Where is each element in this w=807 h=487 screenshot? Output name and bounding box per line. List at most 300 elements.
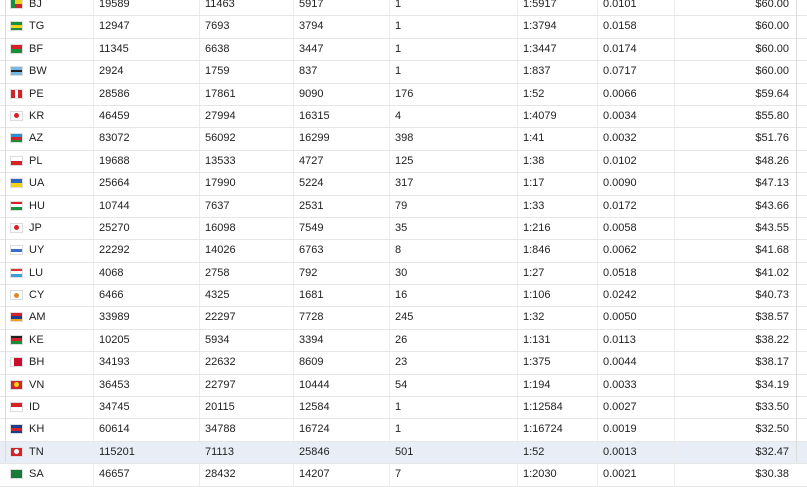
value-c: 7549 bbox=[299, 221, 324, 234]
value-d: 8 bbox=[395, 244, 402, 257]
total-value: 22292 bbox=[99, 244, 130, 257]
column-divider bbox=[93, 464, 94, 485]
ratio-value: 1:5917 bbox=[523, 0, 557, 10]
column-divider bbox=[674, 307, 675, 328]
column-divider bbox=[517, 196, 518, 217]
column-divider bbox=[93, 442, 94, 463]
table-row[interactable] bbox=[0, 397, 807, 419]
country-code: KE bbox=[29, 333, 44, 346]
table-row[interactable] bbox=[0, 307, 807, 329]
column-divider bbox=[597, 151, 598, 172]
value-b: 17990 bbox=[205, 177, 236, 190]
column-divider bbox=[93, 0, 94, 15]
ratio-value: 1:106 bbox=[523, 289, 551, 302]
column-divider bbox=[674, 196, 675, 217]
total-value: 115201 bbox=[99, 445, 135, 458]
value-b: 14026 bbox=[205, 244, 236, 257]
country-flag-icon bbox=[10, 111, 23, 121]
column-divider bbox=[389, 352, 390, 373]
column-divider bbox=[674, 173, 675, 194]
price-value: $60.00 bbox=[755, 0, 789, 10]
column-divider bbox=[199, 218, 200, 239]
country-code: BH bbox=[29, 356, 45, 369]
country-code: AM bbox=[29, 311, 46, 324]
column-divider bbox=[597, 285, 598, 306]
column-divider bbox=[93, 151, 94, 172]
table-row[interactable] bbox=[0, 464, 807, 486]
column-divider bbox=[597, 330, 598, 351]
country-flag-icon bbox=[10, 21, 23, 31]
value-c: 10444 bbox=[299, 378, 330, 391]
table-row[interactable] bbox=[0, 128, 807, 150]
total-value: 60614 bbox=[99, 423, 130, 436]
column-divider bbox=[389, 375, 390, 396]
country-flag-icon bbox=[10, 0, 23, 9]
column-divider bbox=[389, 128, 390, 149]
column-divider bbox=[517, 84, 518, 105]
column-divider bbox=[674, 218, 675, 239]
column-divider bbox=[199, 128, 200, 149]
country-flag-icon bbox=[10, 66, 23, 76]
column-divider bbox=[93, 397, 94, 418]
column-divider bbox=[293, 196, 294, 217]
price-value: $60.00 bbox=[755, 20, 789, 33]
value-d: 1 bbox=[395, 401, 402, 414]
rate-value: 0.0101 bbox=[603, 0, 637, 10]
value-d: 1 bbox=[395, 20, 402, 33]
value-d: 245 bbox=[395, 311, 414, 324]
column-divider bbox=[517, 442, 518, 463]
column-divider bbox=[674, 128, 675, 149]
column-divider bbox=[293, 39, 294, 60]
country-flag-icon bbox=[10, 335, 23, 345]
country-code: VN bbox=[29, 378, 45, 391]
column-divider bbox=[517, 240, 518, 261]
country-code: TG bbox=[29, 20, 45, 33]
column-divider bbox=[293, 352, 294, 373]
column-divider bbox=[93, 330, 94, 351]
column-divider bbox=[199, 39, 200, 60]
value-b: 4325 bbox=[205, 289, 230, 302]
value-b: 56092 bbox=[205, 132, 236, 145]
table-row[interactable] bbox=[0, 285, 807, 307]
column-divider bbox=[389, 196, 390, 217]
column-divider bbox=[93, 352, 94, 373]
price-value: $47.13 bbox=[755, 177, 789, 190]
rate-value: 0.0032 bbox=[603, 132, 637, 145]
column-divider bbox=[597, 397, 598, 418]
column-divider bbox=[293, 240, 294, 261]
column-divider bbox=[674, 106, 675, 127]
ratio-value: 1:4079 bbox=[523, 109, 557, 122]
column-divider bbox=[674, 61, 675, 82]
column-divider bbox=[674, 0, 675, 15]
total-value: 4068 bbox=[99, 266, 124, 279]
table-row[interactable] bbox=[0, 375, 807, 397]
price-value: $48.26 bbox=[755, 154, 789, 167]
price-value: $55.80 bbox=[755, 109, 789, 122]
rate-value: 0.0102 bbox=[603, 154, 637, 167]
country-code: UA bbox=[29, 177, 45, 190]
total-value: 46459 bbox=[99, 109, 130, 122]
column-divider bbox=[517, 61, 518, 82]
value-c: 6763 bbox=[299, 244, 324, 257]
column-divider bbox=[517, 173, 518, 194]
column-divider bbox=[389, 464, 390, 485]
country-code: KR bbox=[29, 109, 45, 122]
column-divider bbox=[389, 0, 390, 15]
value-d: 79 bbox=[395, 199, 408, 212]
value-c: 837 bbox=[299, 65, 318, 78]
column-divider bbox=[199, 307, 200, 328]
column-divider bbox=[199, 285, 200, 306]
country-flag-icon bbox=[10, 156, 23, 166]
rate-value: 0.0090 bbox=[603, 177, 637, 190]
country-code: TN bbox=[29, 445, 44, 458]
value-c: 792 bbox=[299, 266, 318, 279]
ratio-value: 1:32 bbox=[523, 311, 545, 324]
column-divider bbox=[293, 0, 294, 15]
value-b: 7693 bbox=[205, 20, 230, 33]
country-flag-icon bbox=[10, 424, 23, 434]
total-value: 6466 bbox=[99, 289, 124, 302]
total-value: 33989 bbox=[99, 311, 130, 324]
value-c: 25846 bbox=[299, 445, 330, 458]
column-divider bbox=[674, 397, 675, 418]
total-value: 19688 bbox=[99, 154, 130, 167]
table-left-border bbox=[5, 0, 6, 462]
table-row[interactable] bbox=[0, 442, 807, 464]
column-divider bbox=[293, 375, 294, 396]
column-divider bbox=[293, 464, 294, 485]
column-divider bbox=[389, 330, 390, 351]
country-code: PE bbox=[29, 87, 44, 100]
price-value: $38.57 bbox=[755, 311, 789, 324]
total-value: 2924 bbox=[99, 65, 124, 78]
column-divider bbox=[674, 39, 675, 60]
table-row[interactable] bbox=[0, 419, 807, 441]
column-divider bbox=[674, 442, 675, 463]
column-divider bbox=[674, 285, 675, 306]
value-d: 30 bbox=[395, 266, 408, 279]
total-value: 46657 bbox=[99, 468, 130, 481]
rate-value: 0.0717 bbox=[603, 65, 637, 78]
total-value: 12947 bbox=[99, 20, 130, 33]
table-row[interactable] bbox=[0, 196, 807, 218]
table-row[interactable] bbox=[0, 16, 807, 38]
rate-value: 0.0034 bbox=[603, 109, 637, 122]
column-divider bbox=[93, 39, 94, 60]
column-divider bbox=[199, 151, 200, 172]
country-flag-icon bbox=[10, 290, 23, 300]
value-b: 22632 bbox=[205, 356, 236, 369]
column-divider bbox=[597, 218, 598, 239]
column-divider bbox=[597, 173, 598, 194]
table-row[interactable] bbox=[0, 39, 807, 61]
column-divider bbox=[389, 240, 390, 261]
column-divider bbox=[199, 61, 200, 82]
value-c: 7728 bbox=[299, 311, 324, 324]
ratio-value: 1:16724 bbox=[523, 423, 563, 436]
ratio-value: 1:131 bbox=[523, 333, 551, 346]
total-value: 34193 bbox=[99, 356, 130, 369]
rate-value: 0.0174 bbox=[603, 42, 637, 55]
value-c: 4727 bbox=[299, 154, 324, 167]
column-divider bbox=[199, 173, 200, 194]
column-divider bbox=[199, 330, 200, 351]
country-code: LU bbox=[29, 266, 44, 279]
column-divider bbox=[389, 61, 390, 82]
value-b: 5934 bbox=[205, 333, 230, 346]
price-value: $32.50 bbox=[755, 423, 789, 436]
column-divider bbox=[293, 307, 294, 328]
ratio-value: 1:194 bbox=[523, 378, 551, 391]
price-value: $43.55 bbox=[755, 221, 789, 234]
column-divider bbox=[389, 397, 390, 418]
column-divider bbox=[389, 84, 390, 105]
total-value: 28586 bbox=[99, 87, 130, 100]
table-row[interactable] bbox=[0, 352, 807, 374]
column-divider bbox=[293, 173, 294, 194]
column-divider bbox=[517, 128, 518, 149]
total-value: 11345 bbox=[99, 42, 129, 55]
column-divider bbox=[93, 128, 94, 149]
column-divider bbox=[93, 419, 94, 440]
value-b: 20115 bbox=[205, 401, 235, 414]
value-c: 9090 bbox=[299, 87, 324, 100]
column-divider bbox=[199, 263, 200, 284]
column-divider bbox=[389, 442, 390, 463]
table-row[interactable] bbox=[0, 330, 807, 352]
table-row[interactable] bbox=[0, 218, 807, 240]
country-code: ID bbox=[29, 401, 40, 414]
country-code: CY bbox=[29, 289, 45, 302]
table-row[interactable] bbox=[0, 240, 807, 262]
value-b: 11463 bbox=[205, 0, 235, 10]
table-row[interactable] bbox=[0, 263, 807, 285]
column-divider bbox=[93, 106, 94, 127]
column-divider bbox=[293, 151, 294, 172]
value-c: 3447 bbox=[299, 42, 324, 55]
table-row[interactable] bbox=[0, 173, 807, 195]
rate-value: 0.0013 bbox=[603, 445, 637, 458]
column-divider bbox=[389, 173, 390, 194]
column-divider bbox=[93, 84, 94, 105]
column-divider bbox=[199, 375, 200, 396]
column-divider bbox=[93, 285, 94, 306]
value-d: 23 bbox=[395, 356, 408, 369]
column-divider bbox=[597, 375, 598, 396]
price-value: $32.47 bbox=[755, 445, 789, 458]
column-divider bbox=[674, 375, 675, 396]
column-divider bbox=[674, 352, 675, 373]
value-c: 12584 bbox=[299, 401, 330, 414]
ratio-value: 1:52 bbox=[523, 87, 545, 100]
price-value: $59.64 bbox=[755, 87, 789, 100]
price-value: $38.17 bbox=[755, 356, 789, 369]
rate-value: 0.0518 bbox=[603, 266, 637, 279]
column-divider bbox=[199, 16, 200, 37]
price-value: $30.38 bbox=[755, 468, 789, 481]
total-value: 25270 bbox=[99, 221, 130, 234]
total-value: 36453 bbox=[99, 378, 130, 391]
column-divider bbox=[517, 397, 518, 418]
column-divider bbox=[597, 307, 598, 328]
country-code: BJ bbox=[29, 0, 42, 10]
total-value: 19589 bbox=[99, 0, 130, 10]
column-divider bbox=[199, 442, 200, 463]
value-d: 125 bbox=[395, 154, 414, 167]
value-c: 5224 bbox=[299, 177, 324, 190]
price-value: $51.76 bbox=[755, 132, 789, 145]
ratio-value: 1:52 bbox=[523, 445, 545, 458]
country-code: SA bbox=[29, 468, 44, 481]
rate-value: 0.0033 bbox=[603, 378, 637, 391]
column-divider bbox=[517, 263, 518, 284]
value-c: 2531 bbox=[299, 199, 324, 212]
column-divider bbox=[674, 84, 675, 105]
value-d: 4 bbox=[395, 109, 402, 122]
ratio-value: 1:216 bbox=[523, 221, 551, 234]
value-c: 14207 bbox=[299, 468, 330, 481]
column-divider bbox=[517, 352, 518, 373]
price-value: $33.50 bbox=[755, 401, 789, 414]
value-d: 1 bbox=[395, 0, 402, 10]
column-divider bbox=[597, 240, 598, 261]
column-divider bbox=[597, 61, 598, 82]
column-divider bbox=[389, 263, 390, 284]
column-divider bbox=[199, 106, 200, 127]
ratio-value: 1:3794 bbox=[523, 20, 557, 33]
value-b: 17861 bbox=[205, 87, 236, 100]
column-divider bbox=[389, 218, 390, 239]
value-d: 16 bbox=[395, 289, 408, 302]
column-divider bbox=[597, 128, 598, 149]
column-divider bbox=[517, 375, 518, 396]
country-code: JP bbox=[29, 221, 42, 234]
column-divider bbox=[517, 419, 518, 440]
rate-value: 0.0158 bbox=[603, 20, 637, 33]
column-divider bbox=[93, 263, 94, 284]
column-divider bbox=[199, 464, 200, 485]
column-divider bbox=[199, 0, 200, 15]
value-d: 1 bbox=[395, 65, 402, 78]
value-c: 1681 bbox=[299, 289, 324, 302]
value-d: 398 bbox=[395, 132, 414, 145]
ratio-value: 1:27 bbox=[523, 266, 545, 279]
column-divider bbox=[199, 419, 200, 440]
column-divider bbox=[93, 375, 94, 396]
price-value: $38.22 bbox=[755, 333, 789, 346]
column-divider bbox=[517, 307, 518, 328]
country-flag-icon bbox=[10, 469, 23, 479]
ratio-value: 1:837 bbox=[523, 65, 551, 78]
value-c: 16315 bbox=[299, 109, 330, 122]
column-divider bbox=[597, 263, 598, 284]
column-divider bbox=[674, 419, 675, 440]
value-d: 501 bbox=[395, 445, 414, 458]
total-value: 10205 bbox=[99, 333, 130, 346]
column-divider bbox=[293, 84, 294, 105]
column-divider bbox=[199, 240, 200, 261]
column-divider bbox=[597, 196, 598, 217]
price-value: $60.00 bbox=[755, 42, 789, 55]
country-flag-icon bbox=[10, 133, 23, 143]
value-b: 27994 bbox=[205, 109, 236, 122]
column-divider bbox=[293, 285, 294, 306]
column-divider bbox=[199, 84, 200, 105]
value-c: 16299 bbox=[299, 132, 330, 145]
value-d: 1 bbox=[395, 423, 402, 436]
table-row[interactable] bbox=[0, 84, 807, 106]
column-divider bbox=[293, 442, 294, 463]
value-b: 13533 bbox=[205, 154, 236, 167]
value-d: 1 bbox=[395, 42, 402, 55]
column-divider bbox=[674, 464, 675, 485]
column-divider bbox=[93, 173, 94, 194]
country-flag-icon bbox=[10, 447, 23, 457]
country-flag-icon bbox=[10, 380, 23, 390]
ratio-value: 1:17 bbox=[523, 177, 545, 190]
country-code: PL bbox=[29, 154, 43, 167]
value-b: 1759 bbox=[205, 65, 230, 78]
table-row[interactable] bbox=[0, 106, 807, 128]
column-divider bbox=[597, 419, 598, 440]
column-divider bbox=[293, 419, 294, 440]
column-divider bbox=[517, 151, 518, 172]
column-divider bbox=[517, 330, 518, 351]
column-divider bbox=[93, 218, 94, 239]
country-flag-icon bbox=[10, 402, 23, 412]
value-c: 3394 bbox=[299, 333, 324, 346]
total-value: 10744 bbox=[99, 199, 130, 212]
value-c: 3794 bbox=[299, 20, 324, 33]
country-flag-icon bbox=[10, 245, 23, 255]
column-divider bbox=[597, 84, 598, 105]
column-divider bbox=[389, 419, 390, 440]
table-row[interactable] bbox=[0, 61, 807, 83]
column-divider bbox=[517, 285, 518, 306]
rate-value: 0.0242 bbox=[603, 289, 637, 302]
column-divider bbox=[517, 464, 518, 485]
rate-value: 0.0050 bbox=[603, 311, 637, 324]
rate-value: 0.0021 bbox=[603, 468, 637, 481]
value-c: 5917 bbox=[299, 0, 324, 10]
ratio-value: 1:3447 bbox=[523, 42, 557, 55]
column-divider bbox=[517, 0, 518, 15]
value-d: 35 bbox=[395, 221, 408, 234]
column-divider bbox=[597, 464, 598, 485]
table-right-border bbox=[796, 0, 797, 462]
ratio-value: 1:12584 bbox=[523, 401, 563, 414]
column-divider bbox=[389, 307, 390, 328]
country-flag-icon bbox=[10, 201, 23, 211]
table-row[interactable] bbox=[0, 0, 807, 16]
country-flag-icon bbox=[10, 223, 23, 233]
table-row[interactable] bbox=[0, 151, 807, 173]
country-code: BF bbox=[29, 42, 44, 55]
rate-value: 0.0062 bbox=[603, 244, 637, 257]
total-value: 25664 bbox=[99, 177, 130, 190]
country-flag-icon bbox=[10, 44, 23, 54]
value-d: 317 bbox=[395, 177, 414, 190]
column-divider bbox=[293, 61, 294, 82]
ratio-value: 1:41 bbox=[523, 132, 545, 145]
rate-value: 0.0058 bbox=[603, 221, 637, 234]
column-divider bbox=[389, 39, 390, 60]
value-b: 34788 bbox=[205, 423, 236, 436]
country-code: BW bbox=[29, 65, 47, 78]
